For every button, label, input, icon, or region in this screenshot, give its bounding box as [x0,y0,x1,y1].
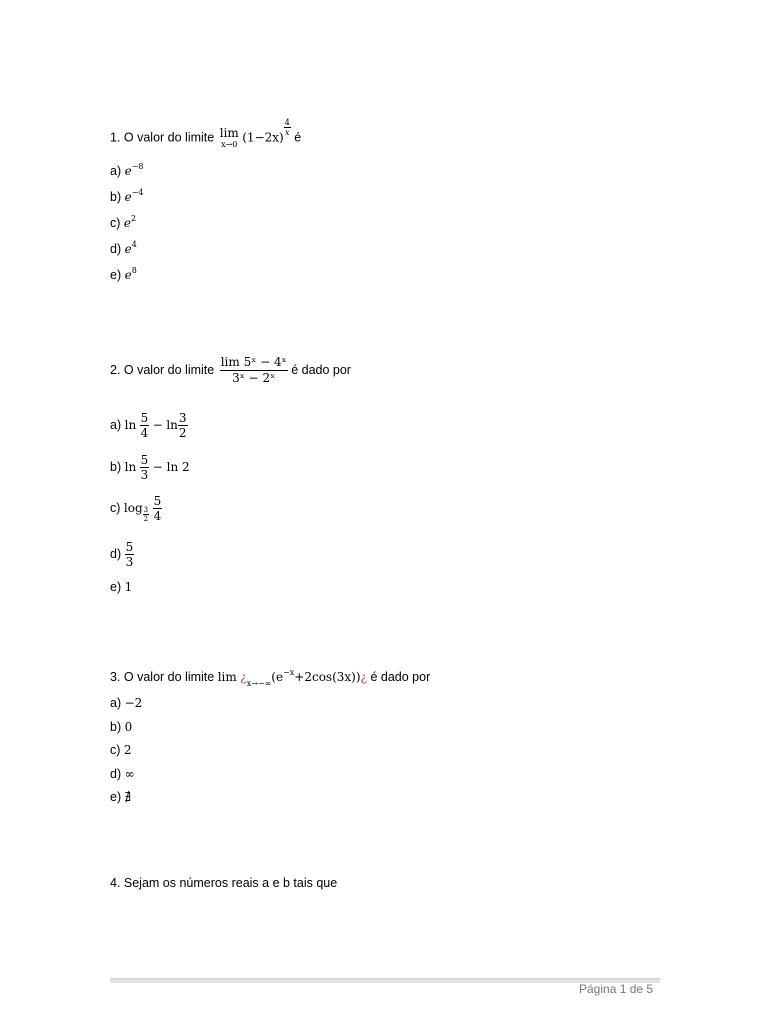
q1-option-b: b) $e^{-4}$ [110,188,144,204]
q1-limit-operator: lim x→0 [219,126,239,149]
q1-expression: (1−2x) [242,130,284,145]
q2-tail: é dado por [291,362,351,377]
q3-option-b: b) 0 [110,720,133,734]
q3-option-e: e) ∄ [110,790,132,804]
q1-option-c: c) $e^2$ [110,214,137,230]
q3-tail: é dado por [370,670,431,684]
q2-option-c: c) log $\frac{3}{2}$ $\frac{5}{4}$ [110,494,162,523]
question-2-statement [110,355,351,386]
footer-divider [110,978,660,983]
q2-option-a: a) ln $\frac{5}{4}$ − ln $\frac{3}{2}$ [110,411,187,440]
question-1-label: 1. O valor do limite [110,130,215,145]
q1-exponent: $\frac{4}{x}$ [284,117,290,137]
q2-option-d: d) $\frac{5}{3}$ [110,540,134,569]
question-1-statement [110,117,302,149]
q1-option-e: e) $e^8$ [110,266,137,282]
q3-option-d: d) ∞ [110,767,135,781]
q1-tail: é [294,130,302,145]
question-4-label: 4. Sejam os números reais a e b tais que [110,876,338,890]
question-4-statement [110,876,337,890]
q1-option-d: d) $e^4$ [110,240,137,256]
q2-limit-fraction: $\frac{\text{lim 5ˣ − 4ˣ}}{\text{3ˣ − 2ˣ}}$ [220,355,287,385]
q3-option-c: c) 2 [110,743,132,757]
q3-option-a: a) −2 [110,696,143,710]
q1-option-a: a) $e^{-8}$ [110,162,144,178]
q2-option-b: b) ln $\frac{5}{3}$ − ln 2 [110,453,190,482]
question-3-label: 3. O valor do limite [110,670,215,684]
page-number: Página 1 de 5 [579,982,654,996]
question-3-statement: 3. O valor do limite $\lim ¿_{x\to-\infty}(e^{-x}+2\cos(3x))¿$ é dado por [110,668,431,688]
q2-option-e: e) 1 [110,580,133,594]
question-2-label: 2. O valor do limite [110,362,215,377]
